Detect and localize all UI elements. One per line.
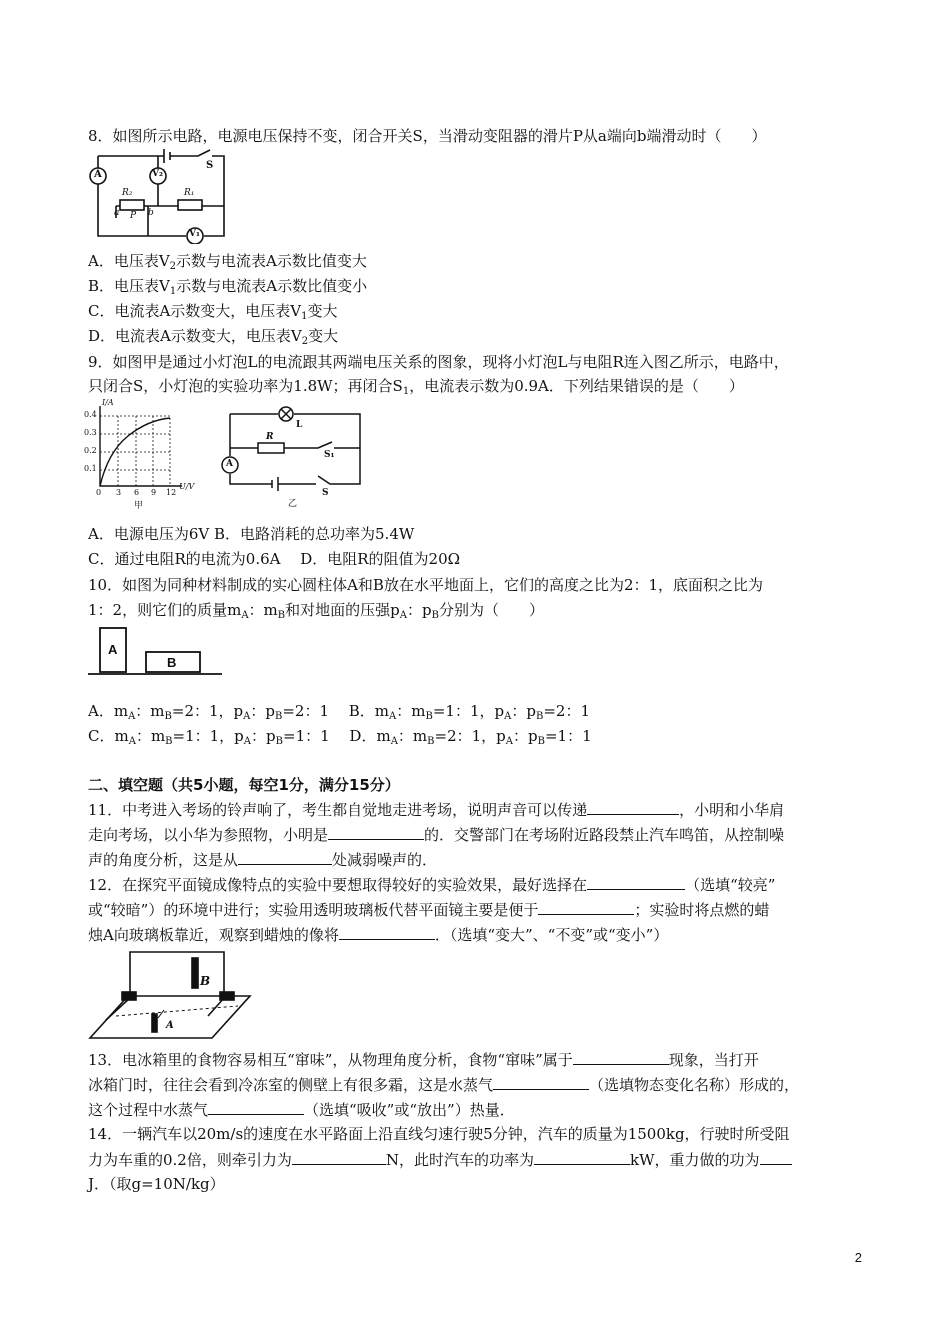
r2-label: R₂ <box>122 188 133 198</box>
lamp-label: L <box>296 420 303 430</box>
q11-line3: 声的角度分析，这是从 处减弱噪声的． <box>88 851 438 869</box>
x-tick: 9 <box>151 488 157 497</box>
x-tick: 3 <box>116 488 122 497</box>
q14-line1: 14．一辆汽车以20m/s的速度在水平路面上沿直线匀速行驶5分钟，汽车的质量为1500kg，行驶时所受阻 <box>88 1125 790 1143</box>
q11-line2: 走向考场，以小华为参照物，小明是 的．交警部门在考场附近路段禁止汽车鸣笛，从控制噪 <box>88 826 785 844</box>
y-tick: 0.2 <box>84 446 97 455</box>
page-number: 2 <box>854 1250 862 1265</box>
ammeter-label: A <box>94 169 102 180</box>
x-tick: 6 <box>134 488 140 497</box>
q11-line1: 11．中考进入考场的铃声响了，考生都自觉地走进考场，说明声音可以传递 ，小明和小华肩 <box>88 801 785 819</box>
q12-line2: 或“较暗”）的环境中进行；实验用透明玻璃板代替平面镜主要是便于 ；实验时将点燃的蜡 <box>88 901 770 919</box>
q8-stem: 8．如图所示电路，电源电压保持不变，闭合开关S，当滑动变阻器的滑片P从a端向b端滑动时（ ） <box>88 127 767 145</box>
q8-option-d: D．电流表A示数变大，电压表$V_2$变大 <box>88 327 339 347</box>
switch-s-label: S <box>322 488 329 498</box>
switch-label: S <box>206 160 214 171</box>
q8-option-b: B．电压表$V_1$示数与电流表A示数比值变小 <box>88 277 368 297</box>
q8-option-a: A．电压表$V_2$示数与电流表A示数比值变大 <box>88 252 367 272</box>
q14-line3: J．（取g=10N/kg） <box>88 1175 225 1193</box>
y-tick: 0.3 <box>84 428 97 437</box>
q9-options-cd: C．通过电阻R的电流为0.6A D．电阻R的阻值为20Ω <box>88 550 461 568</box>
r1-label: R₁ <box>184 188 195 198</box>
q9-options-ab: A．电源电压为6V B．电路消耗的总功率为5.4W <box>88 525 415 543</box>
v1-label: V₁ <box>189 229 200 239</box>
end-a-label: a <box>114 208 120 218</box>
q8-option-c: C．电流表A示数变大，电压表$V_1$变大 <box>88 302 338 322</box>
cylinder-a-label: A <box>108 642 118 657</box>
cylinder-b-label: B <box>167 655 177 670</box>
q8-circuit-figure <box>86 148 236 244</box>
y-tick: 0.1 <box>84 464 97 473</box>
graph-xlabel: U/V <box>179 482 195 491</box>
y-tick: 0.4 <box>84 410 97 419</box>
v2-label: V₂ <box>152 169 163 179</box>
q9-iv-graph <box>84 398 195 511</box>
q10-stem-line1: 10．如图为同种材料制成的实心圆柱体A和B放在水平地面上，它们的高度之比为2：1，底面积之比为 <box>88 576 764 594</box>
circuit-caption: 乙 <box>288 499 298 509</box>
x-tick: 0 <box>96 488 102 497</box>
candle-b-label: B <box>200 974 211 988</box>
graph-caption: 甲 <box>134 501 144 511</box>
q10-options-cd: C．$m_A$：$m_B=1$：1，$p_A$：$p_B=1$：1 D．$m_A$：$m_B=2$：1，$p_A$：$p_B=1$：1 <box>88 727 592 747</box>
candle-a-label: A <box>166 1020 174 1031</box>
section2-title: 二、填空题（共5小题，每空1分，满分15分） <box>88 776 400 794</box>
q12-line1: 12．在探究平面镜成像特点的实验中要想取得较好的实验效果，最好选择在 （选填“较亮” <box>88 876 776 894</box>
q10-cylinders-figure <box>88 624 222 678</box>
q14-line2: 力为车重的0.2倍，则牵引力为 N，此时汽车的功率为 kW，重力做的功为 <box>88 1149 792 1170</box>
q9-circuit-figure <box>218 404 368 509</box>
q9-stem-line1: 9．如图甲是通过小灯泡L的电流跟其两端电压关系的图象，现将小灯泡L与电阻R连入图乙所示，电路中， <box>88 353 789 371</box>
x-tick: 12 <box>166 488 177 497</box>
q10-stem-line2: 1：2，则它们的质量$m_A$：$m_B$和对地面的压强$p_A$：$p_B$分别为（ ） <box>88 601 544 621</box>
q9-stem-line2: 只闭合S，小灯泡的实验功率为1.8W；再闭合$S_1$，电流表示数为0.9A．下列结果错误的是（ ） <box>88 377 744 397</box>
ammeter-label: A <box>226 459 233 469</box>
q10-options-ab: A．$m_A$：$m_B=2$：1，$p_A$：$p_B=2$：1 B．$m_A$：$m_B=1$：1，$p_A$：$p_B=2$：1 <box>88 702 590 722</box>
q13-line2: 冰箱门时，往往会看到冷冻室的侧壁上有很多霜，这是水蒸气 （选填物态变化名称）形成的， <box>88 1076 800 1094</box>
q12-line3: 烛A向玻璃板靠近，观察到蜡烛的像将 ．（选填“变大”、“不变”或“变小”） <box>88 926 669 944</box>
switch-s1-label: S₁ <box>324 450 335 460</box>
q12-mirror-figure <box>88 946 254 1042</box>
end-b-label: b <box>148 208 154 218</box>
q13-line1: 13．电冰箱里的食物容易相互“窜味”，从物理角度分析，食物“窜味”属于 现象，当打开 <box>88 1051 759 1069</box>
q13-line3: 这个过程中水蒸气 （选填“吸收”或“放出”）热量． <box>88 1101 515 1119</box>
resistor-label: R <box>266 432 274 442</box>
graph-ylabel: I/A <box>102 398 114 407</box>
slider-p-label: P <box>130 211 137 221</box>
